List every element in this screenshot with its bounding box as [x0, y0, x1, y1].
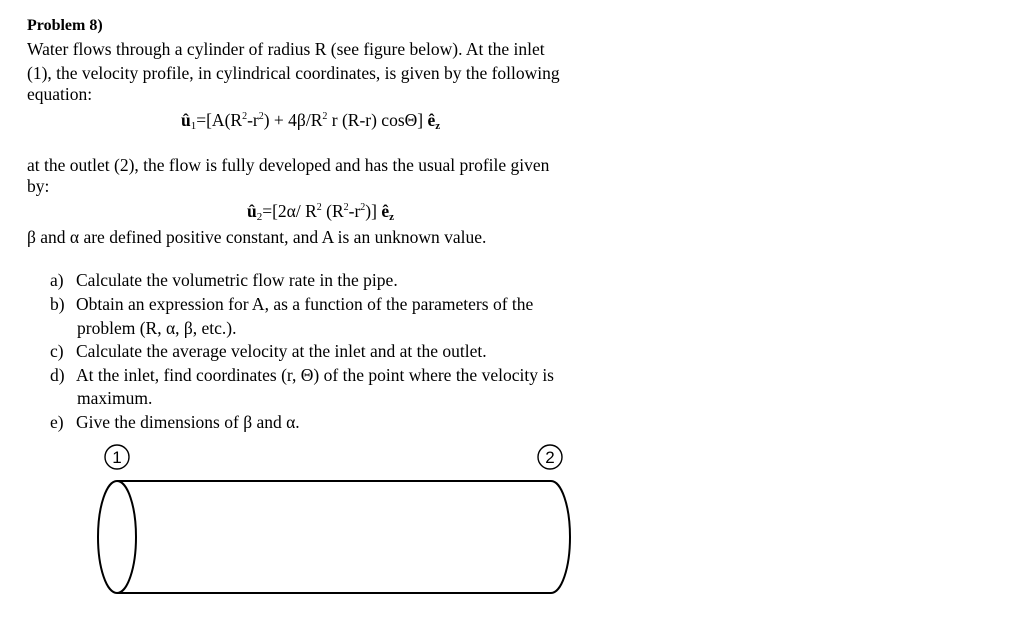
constants-definition: β and α are defined positive constant, and A is an unknown value.: [27, 227, 487, 247]
svg-text:2: 2: [545, 448, 555, 467]
question-d-continued: maximum.: [77, 388, 153, 408]
question-b: b) Obtain an expression for A, as a function of the parameters of the: [50, 294, 534, 314]
outlet-marker: [538, 445, 562, 469]
inlet-marker: [105, 445, 129, 469]
question-a: a) Calculate the volumetric flow rate in the pipe.: [50, 270, 398, 290]
outlet-velocity-equation: $û_2=[2\alpha/$ $R^2$ $(R^2-r^2)$] $ê_z$: [247, 201, 394, 223]
question-d: d) At the inlet, find coordinates (r, Θ) of the point where the velocity is: [50, 365, 554, 385]
outlet-line-2: by:: [27, 176, 50, 196]
question-b-continued: problem (R, α, β, etc.).: [77, 318, 237, 338]
cylinder: [98, 481, 570, 593]
inlet-velocity-equation: $û_1=[A(R^2-r^2) + 4\beta/R^2$ r (R-r) cosΘ] $ê_z$: [181, 110, 441, 132]
intro-line-2: (1), the velocity profile, in cylindrical coordinates, is given by the following: [27, 63, 560, 83]
intro-line-3: equation:: [27, 84, 93, 104]
cylinder-inlet-ellipse: [98, 481, 136, 593]
svg-text:1: 1: [112, 448, 122, 467]
cylinder-outlet-arc: [551, 481, 570, 593]
question-c: c) Calculate the average velocity at the inlet and at the outlet.: [50, 341, 487, 361]
outlet-line-1: at the outlet (2), the flow is fully developed and has the usual profile given: [27, 155, 550, 175]
problem-title: Problem 8): [27, 17, 103, 34]
intro-line-1: Water flows through a cylinder of radius R (see figure below). At the inlet: [27, 39, 545, 59]
question-e: e) Give the dimensions of β and α.: [50, 412, 300, 432]
